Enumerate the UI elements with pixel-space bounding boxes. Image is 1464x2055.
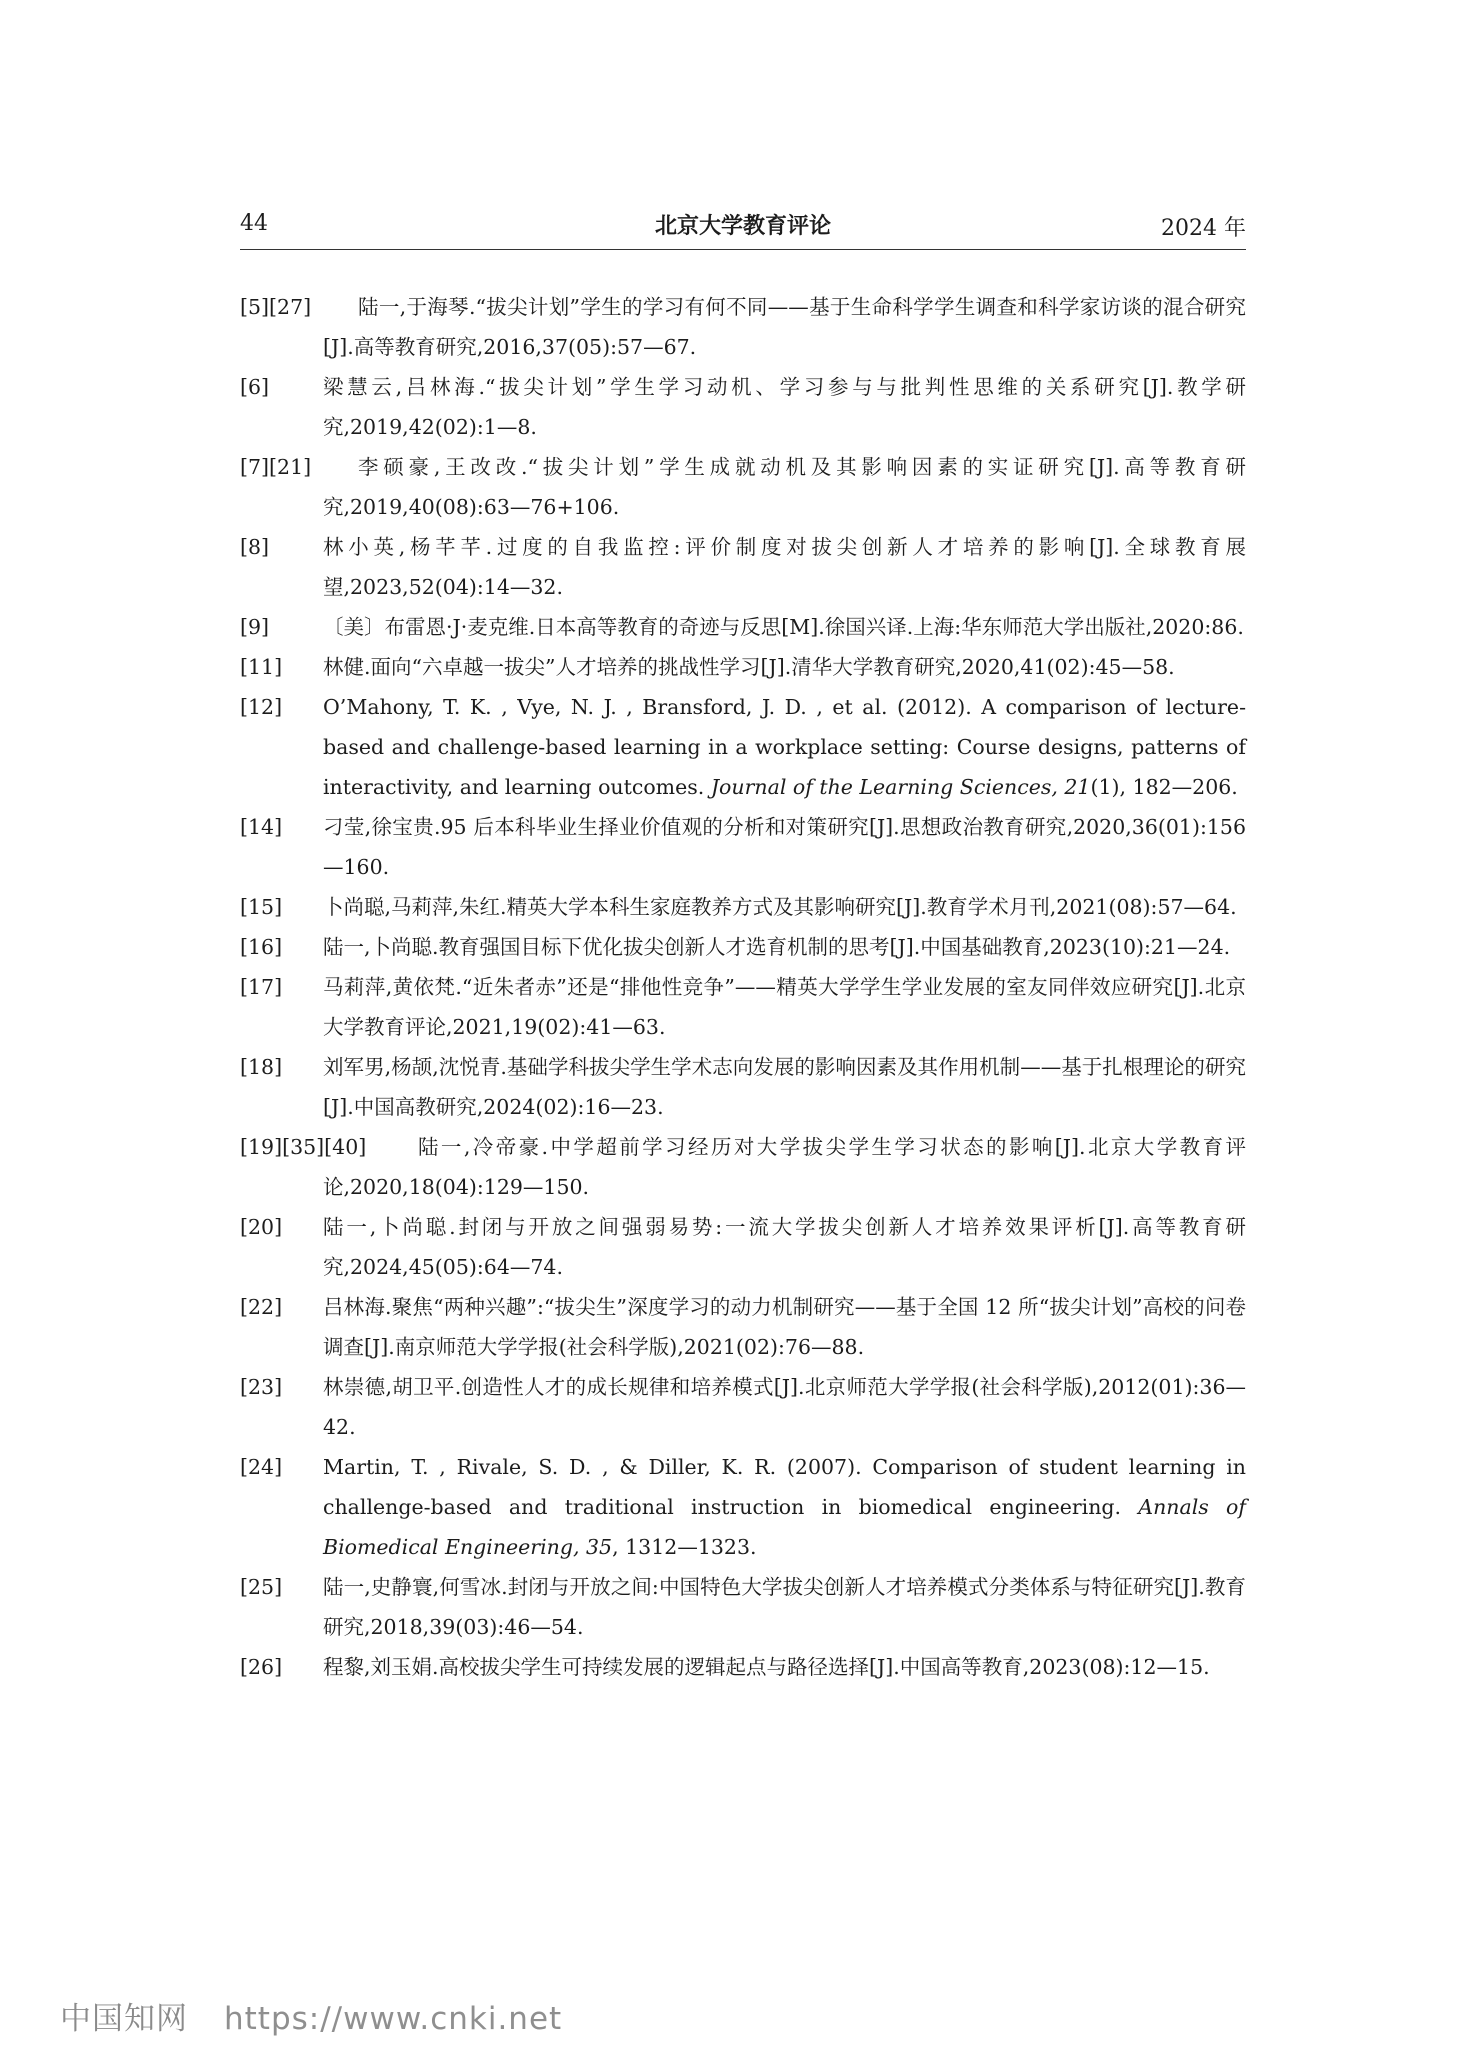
reference-text: 吕林海.聚焦“两种兴趣”:“拔尖生”深度学习的动力机制研究——基于全国 12 所“拔尖计划”高校的问卷调查[J].南京师范大学学报(社会科学版),2021(02):76—88. <box>323 1295 1246 1359</box>
reference-number: [6] <box>240 375 270 399</box>
reference-number: [16] <box>240 935 283 959</box>
reference-journal-italic: Annals of Biomedical Engineering, 35 <box>323 1495 1246 1559</box>
reference-number: [20] <box>240 1215 283 1239</box>
reference-item <box>240 647 1246 687</box>
reference-item <box>240 807 1246 887</box>
reference-text: 卜尚聪,马莉萍,朱红.精英大学本科生家庭教养方式及其影响研究[J].教育学术月刊,2021(08):57—64. <box>323 895 1237 919</box>
journal-title: 北京大学教育评论 <box>654 213 831 239</box>
reference-number: [23] <box>240 1375 283 1399</box>
reference-item <box>240 1287 1246 1367</box>
reference-text: Martin, T. , Rivale, S. D. , & Diller, K. R. (2007). Comparison of student learning in challenge-based and traditional instruction in biomedical engineering. Annals of Biomedical Engineering, 35, 1312—1323. <box>323 1455 1246 1559</box>
reference-item <box>240 287 1246 367</box>
reference-text: 林崇德,胡卫平.创造性人才的成长规律和培养模式[J].北京师范大学学报(社会科学版),2012(01):36—42. <box>323 1375 1246 1439</box>
reference-journal-italic: Journal of the Learning Sciences, 21 <box>710 775 1091 799</box>
reference-text: 林小英,杨芊芊.过度的自我监控:评价制度对拔尖创新人才培养的影响[J].全球教育展望,2023,52(04):14—32. <box>323 535 1246 599</box>
reference-text: 程黎,刘玉娟.高校拔尖学生可持续发展的逻辑起点与路径选择[J].中国高等教育,2023(08):12—15. <box>323 1655 1210 1679</box>
reference-item <box>240 527 1246 607</box>
reference-item <box>240 887 1246 927</box>
reference-item <box>240 1567 1246 1647</box>
reference-item <box>240 367 1246 447</box>
reference-text: 马莉萍,黄依梵.“近朱者赤”还是“排他性竞争”——精英大学学生学业发展的室友同伴效应研究[J].北京大学教育评论,2021,19(02):41—63. <box>323 975 1246 1039</box>
reference-text: 陆一,史静寰,何雪冰.封闭与开放之间:中国特色大学拔尖创新人才培养模式分类体系与特征研究[J].教育研究,2018,39(03):46—54. <box>323 1575 1246 1639</box>
reference-text: 陆一,冷帝豪.中学超前学习经历对大学拔尖学生学习状态的影响[J].北京大学教育评论,2020,18(04):129—150. <box>323 1135 1246 1199</box>
watermark-url: https://www.cnki.net <box>224 2001 563 2037</box>
reference-item <box>240 687 1246 807</box>
reference-number: [11] <box>240 655 283 679</box>
reference-item <box>240 607 1246 647</box>
reference-number: [25] <box>240 1575 283 1599</box>
reference-number: [12] <box>240 695 283 719</box>
reference-number: [9] <box>240 615 270 639</box>
reference-list <box>240 287 1246 1687</box>
reference-number: [22] <box>240 1295 283 1319</box>
reference-item <box>240 1127 1246 1207</box>
cnki-watermark <box>60 1993 562 2038</box>
reference-text: 梁慧云,吕林海.“拔尖计划”学生学习动机、学习参与与批判性思维的关系研究[J].教学研究,2019,42(02):1—8. <box>323 375 1246 439</box>
reference-number: [5][27] <box>240 295 312 319</box>
reference-text: 陆一,卜尚聪.封闭与开放之间强弱易势:一流大学拔尖创新人才培养效果评析[J].高等教育研究,2024,45(05):64—74. <box>323 1215 1246 1279</box>
reference-number: [19][35][40] <box>240 1135 367 1159</box>
page-number: 44 <box>240 211 268 236</box>
reference-item <box>240 967 1246 1047</box>
reference-item <box>240 1207 1246 1287</box>
reference-text: 〔美〕布雷恩·J·麦克维.日本高等教育的奇迹与反思[M].徐国兴译.上海:华东师范大学出版社,2020:86. <box>323 615 1244 639</box>
reference-number: [17] <box>240 975 283 999</box>
reference-number: [7][21] <box>240 455 312 479</box>
reference-text: 刘军男,杨颉,沈悦青.基础学科拔尖学生学术志向发展的影响因素及其作用机制——基于扎根理论的研究[J].中国高教研究,2024(02):16—23. <box>323 1055 1246 1119</box>
reference-number: [14] <box>240 815 283 839</box>
reference-item <box>240 447 1246 527</box>
reference-number: [15] <box>240 895 283 919</box>
reference-item <box>240 1447 1246 1567</box>
reference-text: 李硕豪,王改改.“拔尖计划”学生成就动机及其影响因素的实证研究[J].高等教育研究,2019,40(08):63—76+106. <box>323 455 1246 519</box>
reference-number: [18] <box>240 1055 283 1079</box>
reference-number: [8] <box>240 535 270 559</box>
reference-number: [24] <box>240 1455 283 1479</box>
reference-number: [26] <box>240 1655 283 1679</box>
reference-text: 陆一,于海琴.“拔尖计划”学生的学习有何不同——基于生命科学学生调查和科学家访谈的混合研究[J].高等教育研究,2016,37(05):57—67. <box>323 295 1246 359</box>
reference-text: O’Mahony, T. K. , Vye, N. J. , Bransford, J. D. , et al. (2012). A comparison of lecture-based and challenge-based learning in a workplace setting: Course designs, patterns of interactivity, and learning outcomes. Journal of the Learning Sciences, 21(1), 182—206. <box>323 695 1246 799</box>
reference-item <box>240 1647 1246 1687</box>
reference-item <box>240 1047 1246 1127</box>
reference-item <box>240 1367 1246 1447</box>
reference-item <box>240 927 1246 967</box>
reference-text: 陆一,卜尚聪.教育强国目标下优化拔尖创新人才选育机制的思考[J].中国基础教育,2023(10):21—24. <box>323 935 1231 959</box>
reference-text: 刁莹,徐宝贵.95 后本科毕业生择业价值观的分析和对策研究[J].思想政治教育研究,2020,36(01):156—160. <box>323 815 1246 879</box>
issue-year: 2024 年 <box>1161 216 1246 241</box>
watermark-site-name: 中国知网 <box>60 2001 188 2037</box>
reference-text: 林健.面向“六卓越一拔尖”人才培养的挑战性学习[J].清华大学教育研究,2020,41(02):45—58. <box>323 655 1175 679</box>
running-header <box>240 205 1246 250</box>
